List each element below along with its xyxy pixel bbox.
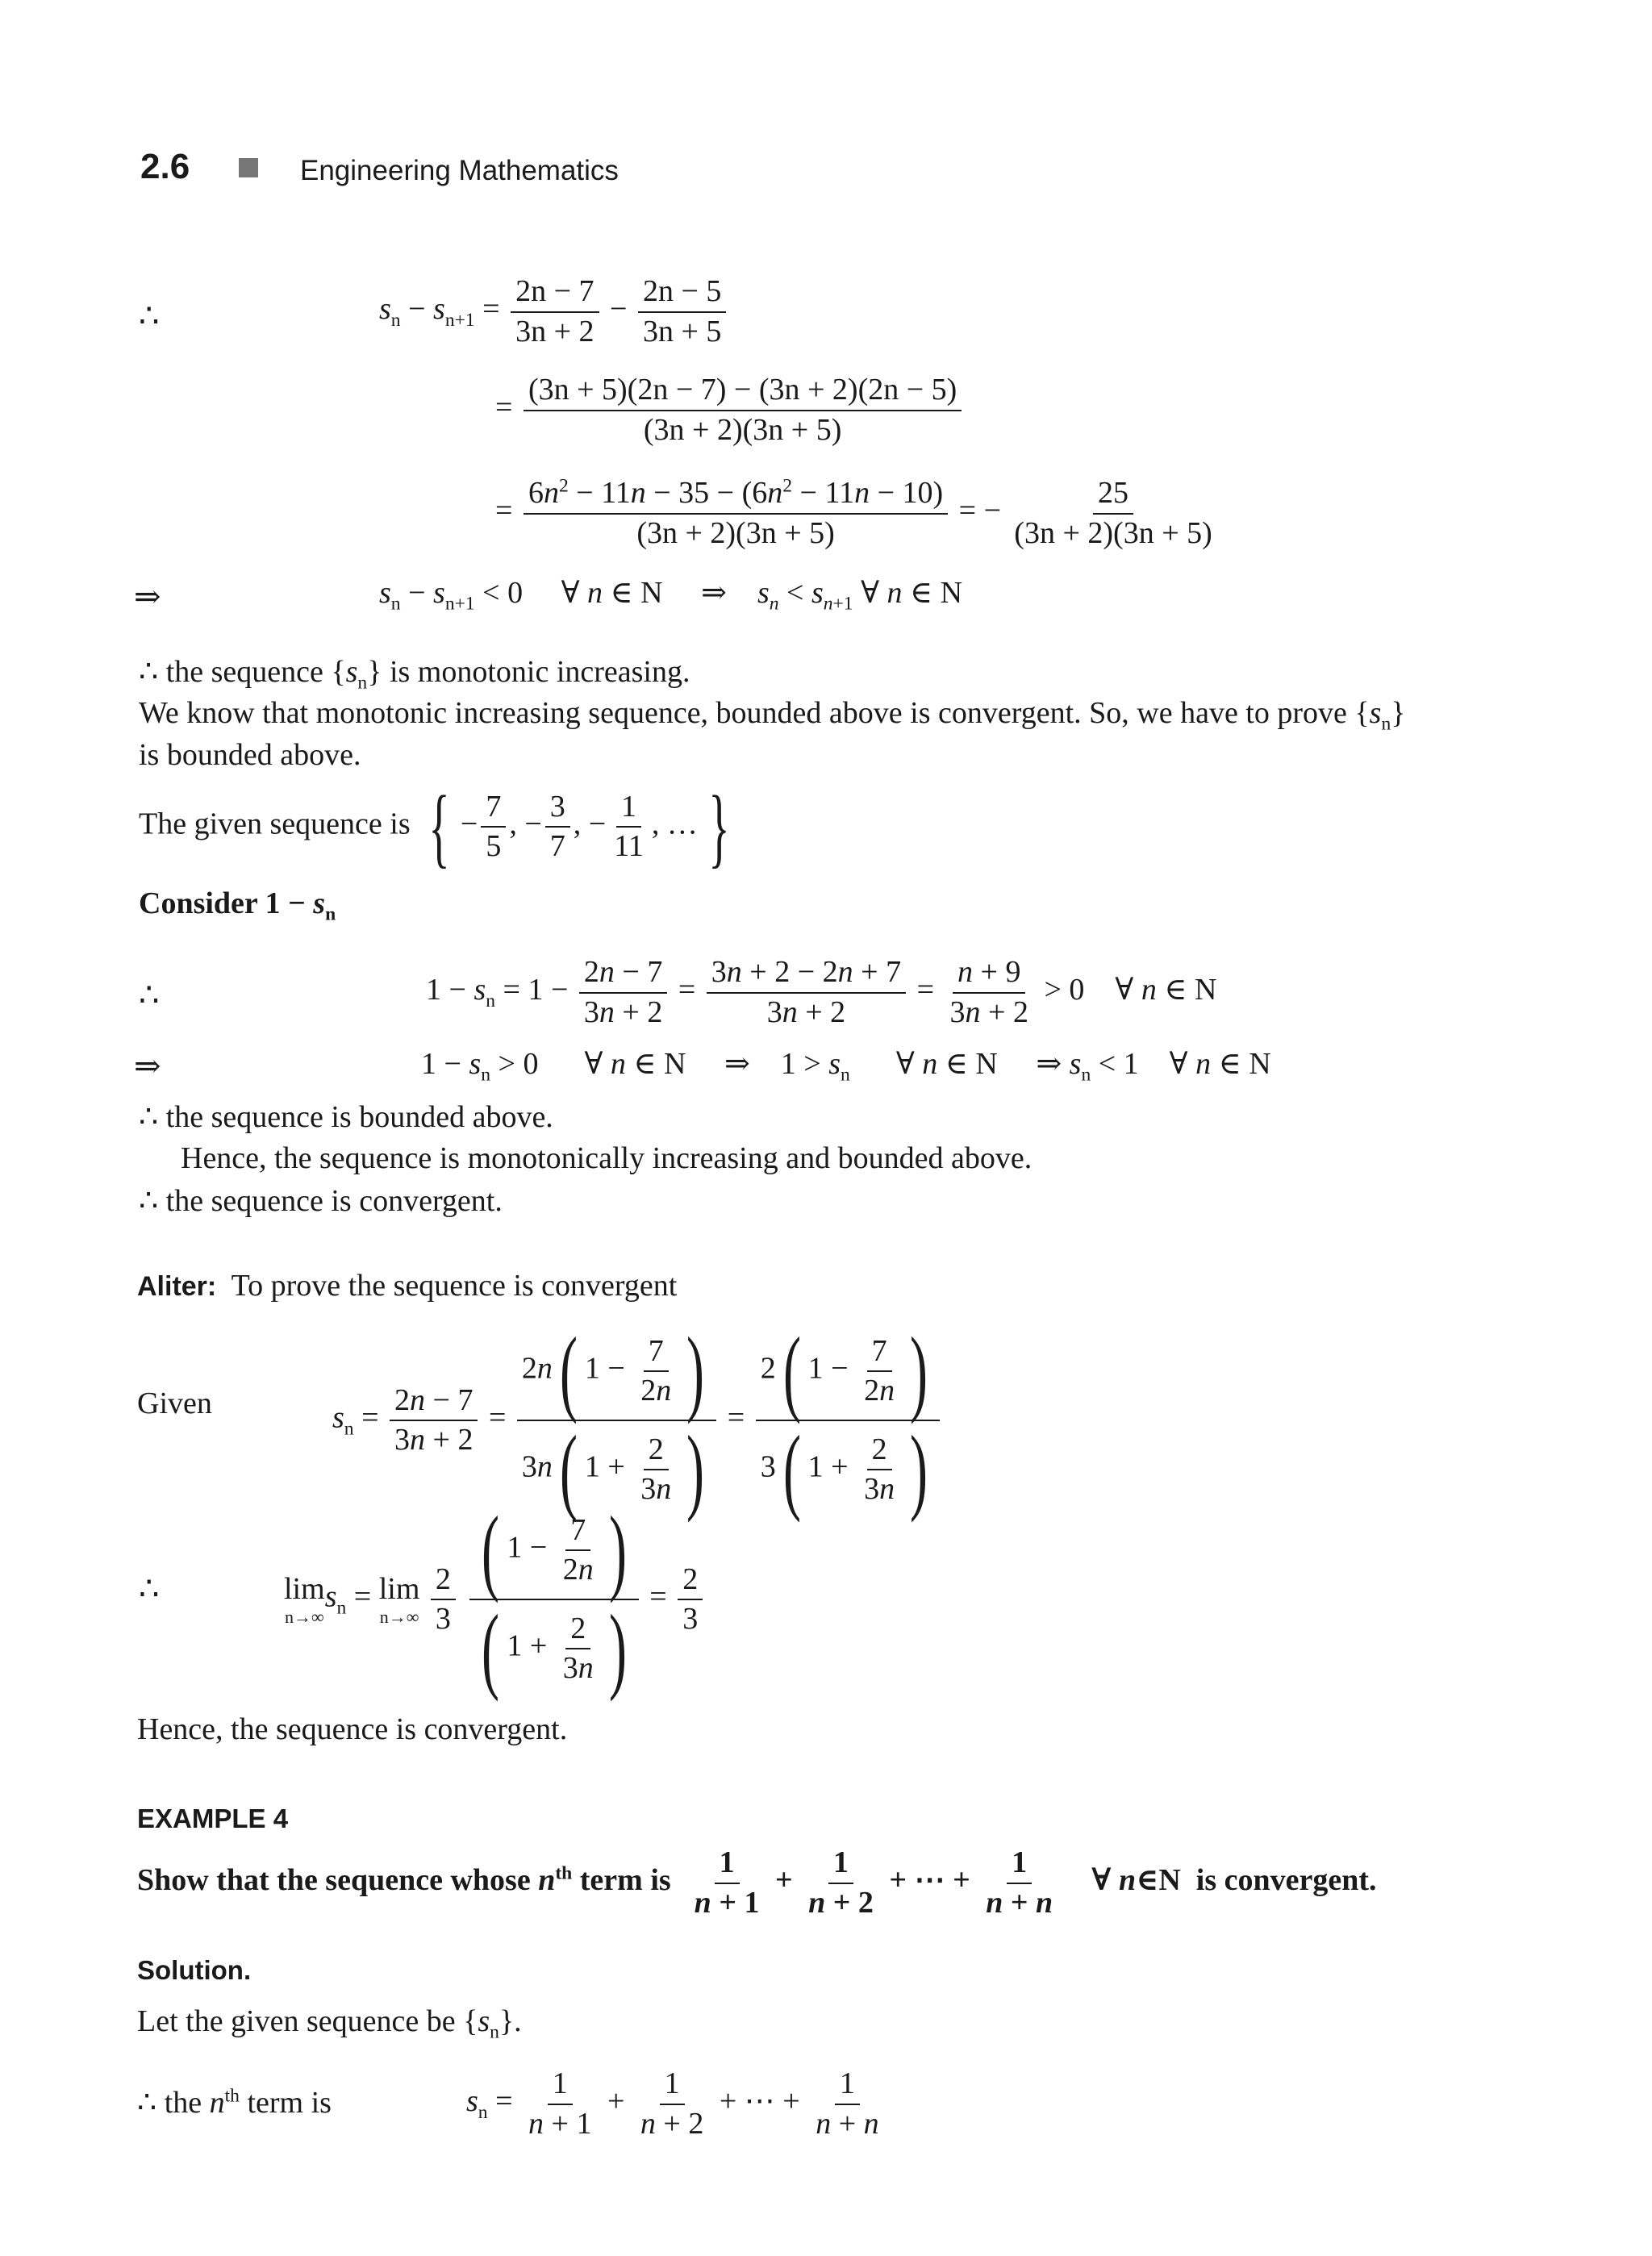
let-sequence: Let the given sequence be $\{s_n\}$. [137, 2004, 522, 2043]
nth-term-label: ∴ the $n^{th}$ term is [137, 2085, 332, 2120]
monotonic-statement: ∴ the sequence $\{s_n\}$ is monotonic increasing. [139, 655, 690, 694]
consider-heading: Consider $1 - s_n$ [139, 886, 336, 925]
difference-step-3: = $\frac{6n^2 - 11n - 35 - (6n^2 - 11n - 10)}{(3n + 2)(3n + 5)}$ = − $\frac{25}{(3n + 2)(3n + 5)}$ [495, 475, 1212, 550]
sn-rewrite: $s_n$ = $\frac{2n - 7}{3n + 2}$ = 2n( 1 − $\frac{7}{2n}$ ) 3n( 1 + $\frac{2}{3n}$ ) = 2( 1 − $\frac{7}{2n}$ ) 3( 1 + $\frac{2}{3n}$ ) [332, 1323, 943, 1518]
difference-negative: $s_n - s_{n+1} < 0$ ∀ n ∈ N ⇒ $s_n < s_{n+1}$ ∀ n ∈ N [379, 576, 963, 615]
convergent-statement: ∴ the sequence is convergent. [139, 1184, 503, 1218]
aliter-line: Aliter: To prove the sequence is convergent [137, 1269, 678, 1303]
one-minus-sn-step: $1 - s_n = 1$ − $\frac{2n - 7}{3n + 2}$ = $\frac{3n + 2 - 2n + 7}{3n + 2}$ = $\frac{n + 9}{3n + 2}$ > 0 ∀ n ∈ N [426, 955, 1217, 1029]
example-statement: Show that the sequence whose $n^{th}$ term is $\frac{1}{n + 1}$ + $\frac{1}{n + 2}$ + ⋯ + $\frac{1}{n + n}$ ∀ n∈N is convergent. [137, 1845, 1377, 1920]
nth-term-formula: $s_n$ = $\frac{1}{n + 1}$ + $\frac{1}{n + 2}$ + ⋯ + $\frac{1}{n + n}$ [466, 2066, 879, 2141]
we-know-line-2: is bounded above. [139, 738, 361, 772]
therefore-symbol: ∴ [139, 298, 160, 334]
example-label: EXAMPLE 4 [137, 1804, 289, 1833]
limit-computation: lim n→∞ $s_n = \lim$ n→∞ $\frac{2}{3}$ ( 1 − $\frac{7}{2n}$ ) ( 1 + $\frac{2}{3n}$ ) = $\frac{2}{3}$ [284, 1502, 706, 1697]
given-label: Given [137, 1387, 212, 1420]
given-sequence: The given sequence is { − $\frac{7}{5}$ , − $\frac{3}{7}$ , − $\frac{1}{11}$ , … } [139, 778, 730, 876]
bounded-statement: ∴ the sequence is bounded above. [139, 1100, 553, 1134]
difference-step-1: $s_n - s_{n+1}$ = $\frac{2n - 7}{3n + 2}$ − $\frac{2n - 5}{3n + 5}$ [379, 273, 729, 351]
header-square-icon [239, 158, 258, 177]
solution-label: Solution. [137, 1955, 252, 1985]
therefore-symbol: ∴ [139, 977, 160, 1013]
book-title: Engineering Mathematics [300, 155, 619, 186]
hence-monotonic: Hence, the sequence is monotonically increasing and bounded above. [181, 1141, 1032, 1175]
bounded-conclusion: $1 - s_n > 0$ ∀ n ∈ N ⇒ $1 > s_n$ ∀ n ∈ N ⇒ $s_n < 1$ ∀ n ∈ N [421, 1047, 1271, 1086]
hence-convergent: Hence, the sequence is convergent. [137, 1712, 568, 1746]
implies-symbol: ⇒ [134, 578, 161, 615]
page-number: 2.6 [140, 147, 190, 186]
difference-step-2: = $\frac{(3n + 5)(2n - 7) - (3n + 2)(2n - 5)}{(3n + 2)(3n + 5)}$ [495, 371, 965, 449]
we-know-line-1: We know that monotonic increasing sequence, bounded above is convergent. So, we have to prove $\{s_n\}$ [139, 696, 1406, 735]
implies-symbol: ⇒ [134, 1048, 161, 1084]
therefore-symbol: ∴ [139, 1570, 160, 1607]
